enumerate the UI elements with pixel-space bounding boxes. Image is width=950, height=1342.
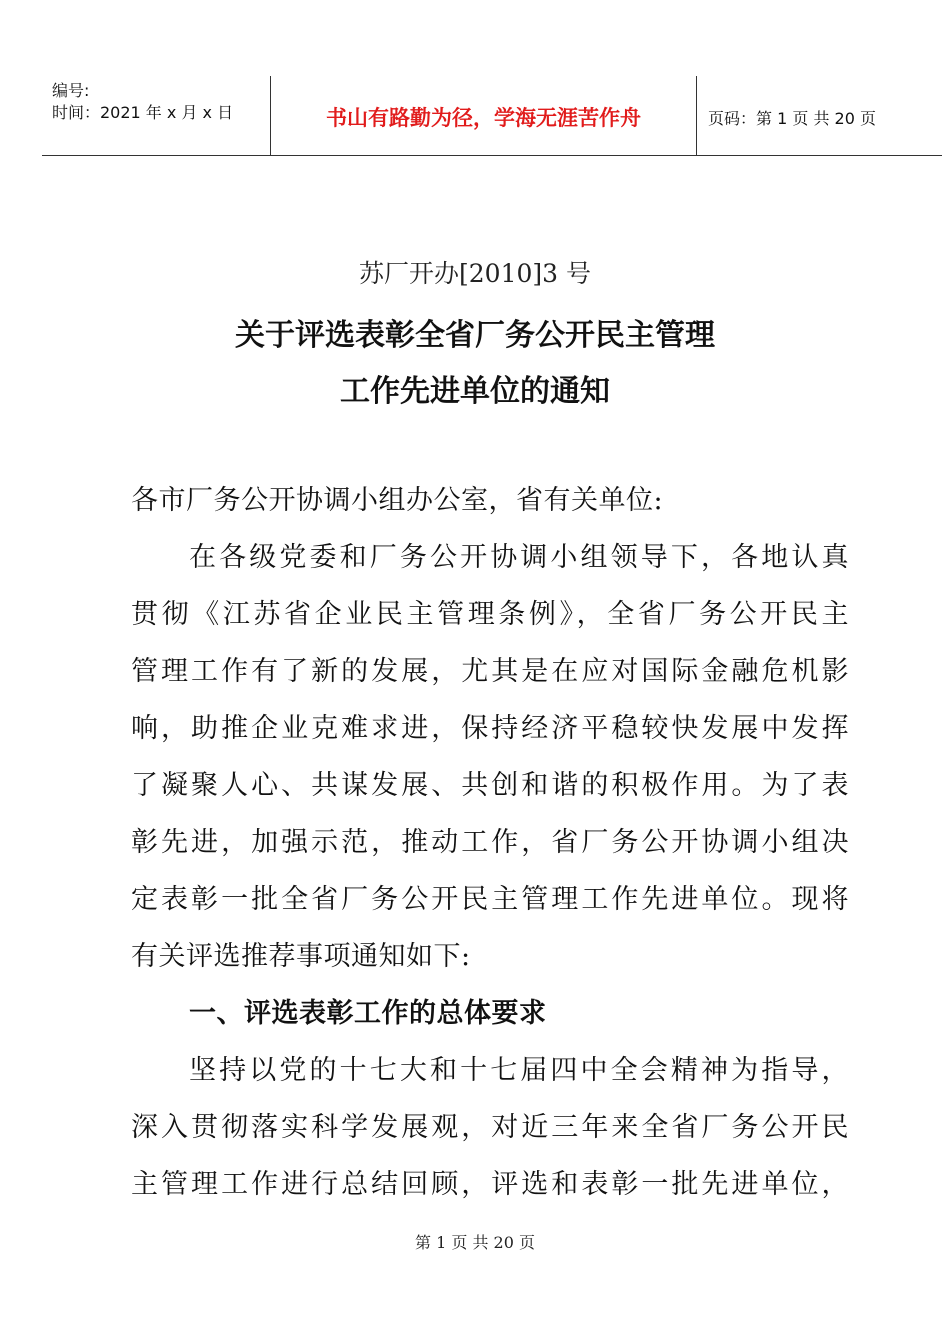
salutation: 各市厂务公开协调小组办公室，省有关单位: — [131, 485, 664, 516]
paragraph-line: 响，助推企业克难求进，保持经济平稳较快发展中发挥 — [131, 713, 849, 744]
paragraph-line: 了凝聚人心、共谋发展、共创和谐的积极作用。为了表 — [131, 770, 849, 801]
paragraph-line: 定表彰一批全省厂务公开民主管理工作先进单位。现将 — [131, 884, 849, 915]
time-label: 时间：2021 年 x 月 x 日 — [52, 103, 234, 122]
header-page-info: 页码：第 1 页 共 20 页 — [708, 109, 876, 128]
paragraph-line: 管理工作有了新的发展，尤其是在应对国际金融危机影 — [131, 656, 849, 687]
document-number: 苏厂开办[2010]3 号 — [359, 259, 591, 288]
header-motto: 书山有路勤为径，学海无涯苦作舟 — [326, 106, 641, 130]
paragraph-line: 坚持以党的十七大和十七届四中全会精神为指导， — [189, 1055, 849, 1086]
document-title-line1: 关于评选表彰全省厂务公开民主管理 — [235, 318, 715, 353]
header-divider — [696, 76, 697, 155]
paragraph-line: 主管理工作进行总结回顾，评选和表彰一批先进单位， — [131, 1169, 849, 1200]
page-footer: 第 1 页 共 20 页 — [415, 1233, 535, 1252]
paragraph-line: 深入贯彻落实科学发展观，对近三年来全省厂务公开民 — [131, 1112, 849, 1143]
header-meta — [52, 80, 233, 124]
page-header — [42, 76, 942, 156]
section-heading: 一、评选表彰工作的总体要求 — [189, 998, 547, 1029]
paragraph-line: 有关评选推荐事项通知如下: — [131, 941, 471, 972]
serial-label: 编号: — [52, 81, 90, 100]
document-body — [131, 472, 849, 1213]
paragraph-line: 在各级党委和厂务公开协调小组领导下，各地认真 — [189, 542, 849, 573]
paragraph-line: 贯彻《江苏省企业民主管理条例》，全省厂务公开民主 — [131, 599, 849, 630]
document-title-line2: 工作先进单位的通知 — [340, 374, 610, 409]
paragraph-line: 彰先进，加强示范，推动工作，省厂务公开协调小组决 — [131, 827, 849, 858]
